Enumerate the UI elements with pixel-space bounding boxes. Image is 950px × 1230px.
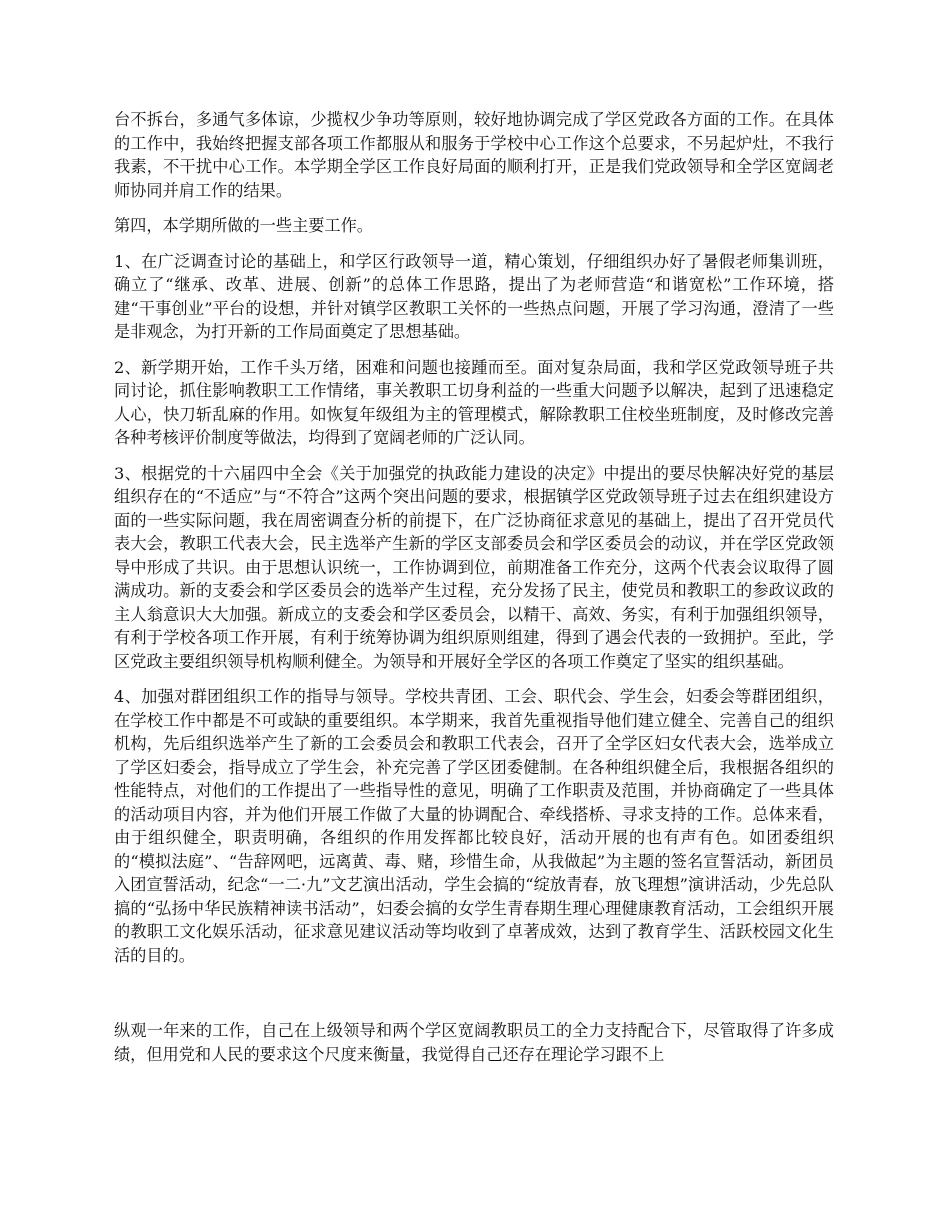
paragraph-item-4: 4、加强对群团组织工作的指导与领导。学校共青团、工会、职代会、学生会，妇委会等群团组织，在学校工作中都是不可或缺的重要组织。本学期来，我首先重视指导他们建立健全、完善自己的组织机构，先后组织选举产生了新的工会委员会和教职工代表会，召开了全学区妇女代表大会，选举成立了学区妇委会，指导成立了学生会，补充完善了学区团委健制。在各种组织健全后，我根据各组织的性能特点，对他们的工作提出了一些指导性的意见，明确了工作职责及范围，并协商确定了一些具体的活动项目内容，并为他们开展工作做了大量的协调配合、牵线搭桥、寻求支持的工作。总体来看，由于组织健全，职责明确，各组织的作用发挥都比较良好，活动开展的也有声有色。如团委组织的“模拟法庭”、“告辞网吧，远离黄、毒、赌，珍惜生命，从我做起”为主题的签名宣誓活动，新团员入团宣誓活动，纪念“一二·九”文艺演出活动，学生会搞的“绽放青春，放飞理想”演讲活动，少先总队搞的“弘扬中华民族精神读书活动”，妇委会搞的女学生青春期生理心理健康教育活动，工会组织开展的教职工文化娱乐活动，征求意见建议活动等均收到了卓著成效，达到了教育学生、活跃校园文化生活的目的。 — [114, 687, 834, 965]
document-body — [114, 108, 834, 1078]
paragraph-opening: 台不拆台，多通气多体谅，少揽权少争功等原则，较好地协调完成了学区党政各方面的工作。在具体的工作中，我始终把握支部各项工作都服从和服务于学校中心工作这个总要求，不另起炉灶，不我行我素，不干扰中心工作。本学期全学区工作良好局面的顺利打开，正是我们党政领导和全学区宽阔老师协同并肩工作的结果。 — [114, 110, 834, 200]
paragraph-item-1: 1、在广泛调查讨论的基础上，和学区行政领导一道，精心策划，仔细组织办好了暑假老师集训班，确立了“继承、改革、进展、创新”的总体工作思路，提出了为老师营造“和谐宽松”工作环境，搭建“干事创业”平台的设想，并针对镇学区教职工关怀的一些热点问题，开展了学习沟通，澄清了一些是非观念，为打开新的工作局面奠定了思想基础。 — [114, 251, 834, 341]
paragraph-summary: 纵观一年来的工作，自己在上级领导和两个学区宽阔教职员工的全力支持配合下，尽管取得了许多成绩，但用党和人民的要求这个尺度来衡量，我觉得自己还存在理论学习跟不上 — [114, 1021, 834, 1064]
paragraph-item-2: 2、新学期开始，工作千头万绪，困难和问题也接踵而至。面对复杂局面，我和学区党政领导班子共同讨论，抓住影响教职工工作情绪，事关教职工切身利益的一些重大问题予以解决，起到了迅速稳定人心，快刀斩乱麻的作用。如恢复年级组为主的管理模式，解除教职工住校坐班制度，及时修改完善各种考核评价制度等做法，均得到了宽阔老师的广泛认同。 — [114, 357, 834, 447]
paragraph-section-four-heading: 第四，本学期所做的一些主要工作。 — [114, 216, 373, 235]
paragraph-item-3: 3、根据党的十六届四中全会《关于加强党的执政能力建设的决定》中提出的要尽快解决好党的基层组织存在的“不适应”与“不符合”这两个突出问题的要求，根据镇学区党政领导班子过去在组织建设方面的一些实际问题，我在周密调查分析的前提下，在广泛协商征求意见的基础上，提出了召开党员代表大会，教职工代表大会，民主选举产生新的学区支部委员会和学区委员会的动议，并在学区党政领导中形成了共识。由于思想认识统一，工作协调到位，前期准备工作充分，这两个代表会议取得了圆满成功。新的支委会和学区委员会的选举产生过程，充分发扬了民主，使党员和教职工的参政议政的主人翁意识大大加强。新成立的支委会和学区委员会，以精干、高效、务实，有利于加强组织领导，有利于学校各项工作开展，有利于统筹协调为组织原则组建，得到了遇会代表的一致拥护。至此，学区党政主要组织领导机构顺利健全。为领导和开展好全学区的各项工作奠定了坚实的组织基础。 — [114, 463, 834, 671]
